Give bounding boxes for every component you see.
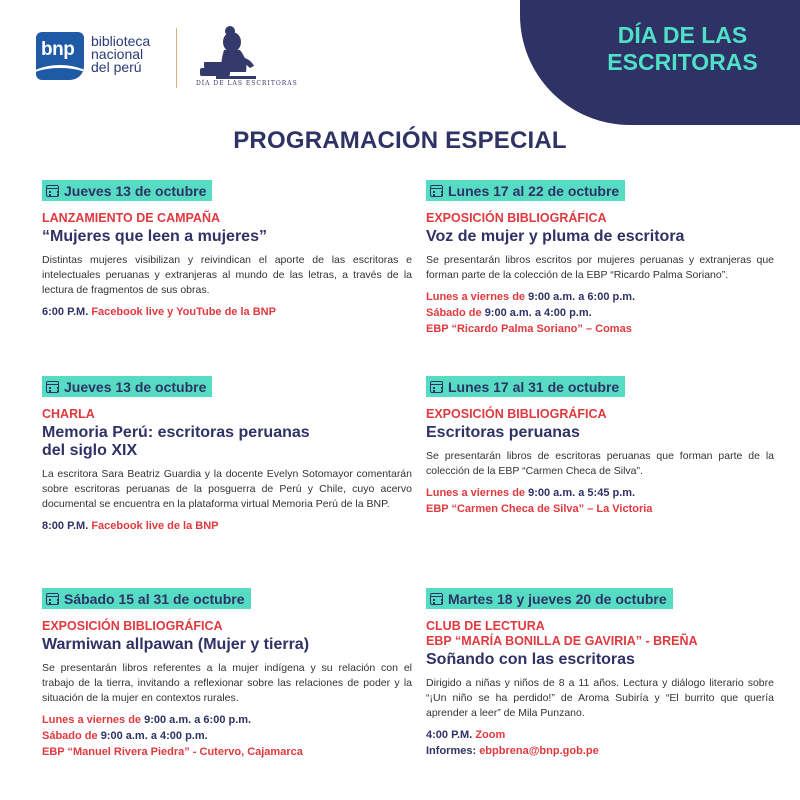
schedule-hours: 9:00 a.m. a 6:00 p.m.: [144, 713, 252, 726]
date-badge: [42, 180, 212, 201]
event-date: Martes 18 y jueves 20 de octubre: [448, 590, 667, 607]
event-date: Jueves 13 de octubre: [64, 182, 207, 199]
schedule-hours: 9:00 a.m. a 4:00 p.m.: [484, 306, 592, 319]
event-card: [426, 376, 774, 517]
date-badge: [426, 180, 625, 201]
event-title: Warmiwan allpawan (Mujer y tierra): [42, 635, 310, 653]
bnp-logo: [36, 32, 84, 80]
logo-mark: bnp: [41, 39, 75, 60]
page-title: PROGRAMACIÓN ESPECIAL: [233, 127, 567, 154]
schedule-line: [426, 501, 774, 517]
schedule-place: EBP “Ricardo Palma Soriano” – Comas: [426, 322, 632, 335]
date-badge: [426, 588, 673, 609]
schedule-days: Sábado de: [426, 306, 485, 319]
calendar-icon: [46, 381, 59, 393]
schedule-place: EBP “Manuel Rivera Piedra” - Cutervo, Cajamarca: [42, 745, 303, 758]
schedule-line: [426, 289, 774, 305]
schedule-line: [426, 305, 774, 321]
event-card: [426, 588, 774, 759]
schedule-hours: 9:00 a.m. a 4:00 p.m.: [100, 729, 208, 742]
schedule-line: [42, 712, 412, 728]
event-schedule: [42, 518, 412, 534]
event-description: Se presentarán libros de escritoras peruanas que forman parte de la colección de la EBP “Carmen Checa de Silva”.: [426, 449, 774, 477]
schedule-line: [42, 518, 412, 534]
banner-title: [560, 22, 800, 76]
logo-line: del perú: [91, 59, 142, 75]
event-description: La escritora Sara Beatriz Guardia y la docente Evelyn Sotomayor comentarán sobre escritoras peruanas de la posguerra de Perú y Chile, cuyo acervo documental se encuentra en la plataforma virtual Memoria Perú de la BNP.: [42, 467, 412, 510]
schedule-days: Lunes a viernes de: [426, 290, 529, 303]
schedule-time: 6:00 P.M.: [42, 305, 92, 318]
calendar-icon: [430, 381, 443, 393]
event-description: Se presentarán libros escritos por mujeres peruanas y extranjeras que forman parte de la colección de la EBP “Ricardo Palma Soriano”.: [426, 253, 774, 281]
schedule-place: Zoom: [475, 728, 506, 741]
schedule-line: [42, 728, 412, 744]
event-description: Dirigido a niñas y niños de 8 a 11 años. Lectura y diálogo literario sobre “¡Un niño se ha perdido!” de Aroma Subiría y “El burrito que quería aprender a leer” de Mila Punzano.: [426, 676, 774, 719]
schedule-days: Lunes a viernes de: [426, 486, 529, 499]
event-title: Soñando con las escritoras: [426, 650, 635, 668]
schedule-hours: 9:00 a.m. a 6:00 p.m.: [528, 290, 636, 303]
event-date: Sábado 15 al 31 de octubre: [64, 590, 245, 607]
schedule-days: Lunes a viernes de: [42, 713, 145, 726]
event-schedule: [426, 485, 774, 517]
event-schedule: [426, 727, 774, 759]
contact-label: Informes:: [426, 744, 480, 757]
date-badge: [426, 376, 625, 397]
date-badge: [42, 376, 212, 397]
event-title: Voz de mujer y pluma de escritora: [426, 227, 685, 245]
banner-line: ESCRITORAS: [607, 49, 758, 75]
writer-silhouette-icon: [194, 22, 272, 88]
schedule-time: 4:00 P.M.: [426, 728, 476, 741]
event-title: Memoria Perú: escritoras peruanas del siglo XIX: [42, 423, 310, 459]
schedule-line: [426, 743, 774, 759]
schedule-days: Sábado de: [42, 729, 101, 742]
schedule-place: Facebook live de la BNP: [91, 519, 219, 532]
event-kind: LANZAMIENTO DE CAMPAÑA: [42, 210, 221, 225]
event-kind: CHARLA: [42, 406, 95, 421]
logo-divider: [176, 28, 177, 88]
event-card: [426, 180, 774, 337]
schedule-line: [426, 485, 774, 501]
schedule-line: [426, 321, 774, 337]
event-title: Escritoras peruanas: [426, 423, 580, 441]
banner-line: DÍA DE LAS: [617, 22, 748, 48]
writer-caption: DÍA DE LAS ESCRITORAS: [196, 80, 298, 87]
logo-line: nacional: [91, 46, 144, 62]
event-description: Distintas mujeres visibilizan y reivindican el aporte de las escritoras e intelectuales peruanas y extranjeras al mundo de las letras, a través de la lectura de fragmentos de sus obras.: [42, 253, 412, 296]
event-schedule: [426, 289, 774, 337]
schedule-line: [426, 727, 774, 743]
event-schedule: [42, 712, 412, 760]
calendar-icon: [430, 593, 443, 605]
event-kind: EXPOSICIÓN BIBLIOGRÁFICA: [426, 210, 607, 225]
event-card: [42, 376, 412, 534]
schedule-place: EBP “Carmen Checa de Silva” – La Victoria: [426, 502, 653, 515]
event-schedule: [42, 304, 412, 320]
schedule-place: Facebook live y YouTube de la BNP: [91, 305, 276, 318]
logo-line: biblioteca: [91, 33, 151, 49]
calendar-icon: [46, 593, 59, 605]
event-title: “Mujeres que leen a mujeres”: [42, 227, 267, 245]
schedule-line: [42, 744, 412, 760]
logo-text: [91, 35, 150, 74]
event-kind: CLUB DE LECTURA EBP “MARÍA BONILLA DE GAVIRIA” - BREÑA: [426, 618, 698, 648]
event-description: Se presentarán libros referentes a la mujer indígena y su relación con el trabajo de la tierra, invitando a reflexionar sobre las relaciones de poder y la situación de la mujer en contextos rurales.: [42, 661, 412, 704]
date-badge: [42, 588, 251, 609]
event-date: Jueves 13 de octubre: [64, 378, 207, 395]
event-card: [42, 588, 412, 760]
logo-wave-shape: [36, 65, 84, 80]
event-date: Lunes 17 al 31 de octubre: [448, 378, 620, 395]
schedule-line: [42, 304, 412, 320]
event-kind: EXPOSICIÓN BIBLIOGRÁFICA: [42, 618, 223, 633]
schedule-hours: 9:00 a.m. a 5:45 p.m.: [528, 486, 636, 499]
calendar-icon: [430, 185, 443, 197]
calendar-icon: [46, 185, 59, 197]
contact-email[interactable]: ebpbrena@bnp.gob.pe: [479, 744, 599, 757]
schedule-time: 8:00 P.M.: [42, 519, 92, 532]
event-kind: EXPOSICIÓN BIBLIOGRÁFICA: [426, 406, 607, 421]
event-date: Lunes 17 al 22 de octubre: [448, 182, 620, 199]
event-card: [42, 180, 412, 320]
